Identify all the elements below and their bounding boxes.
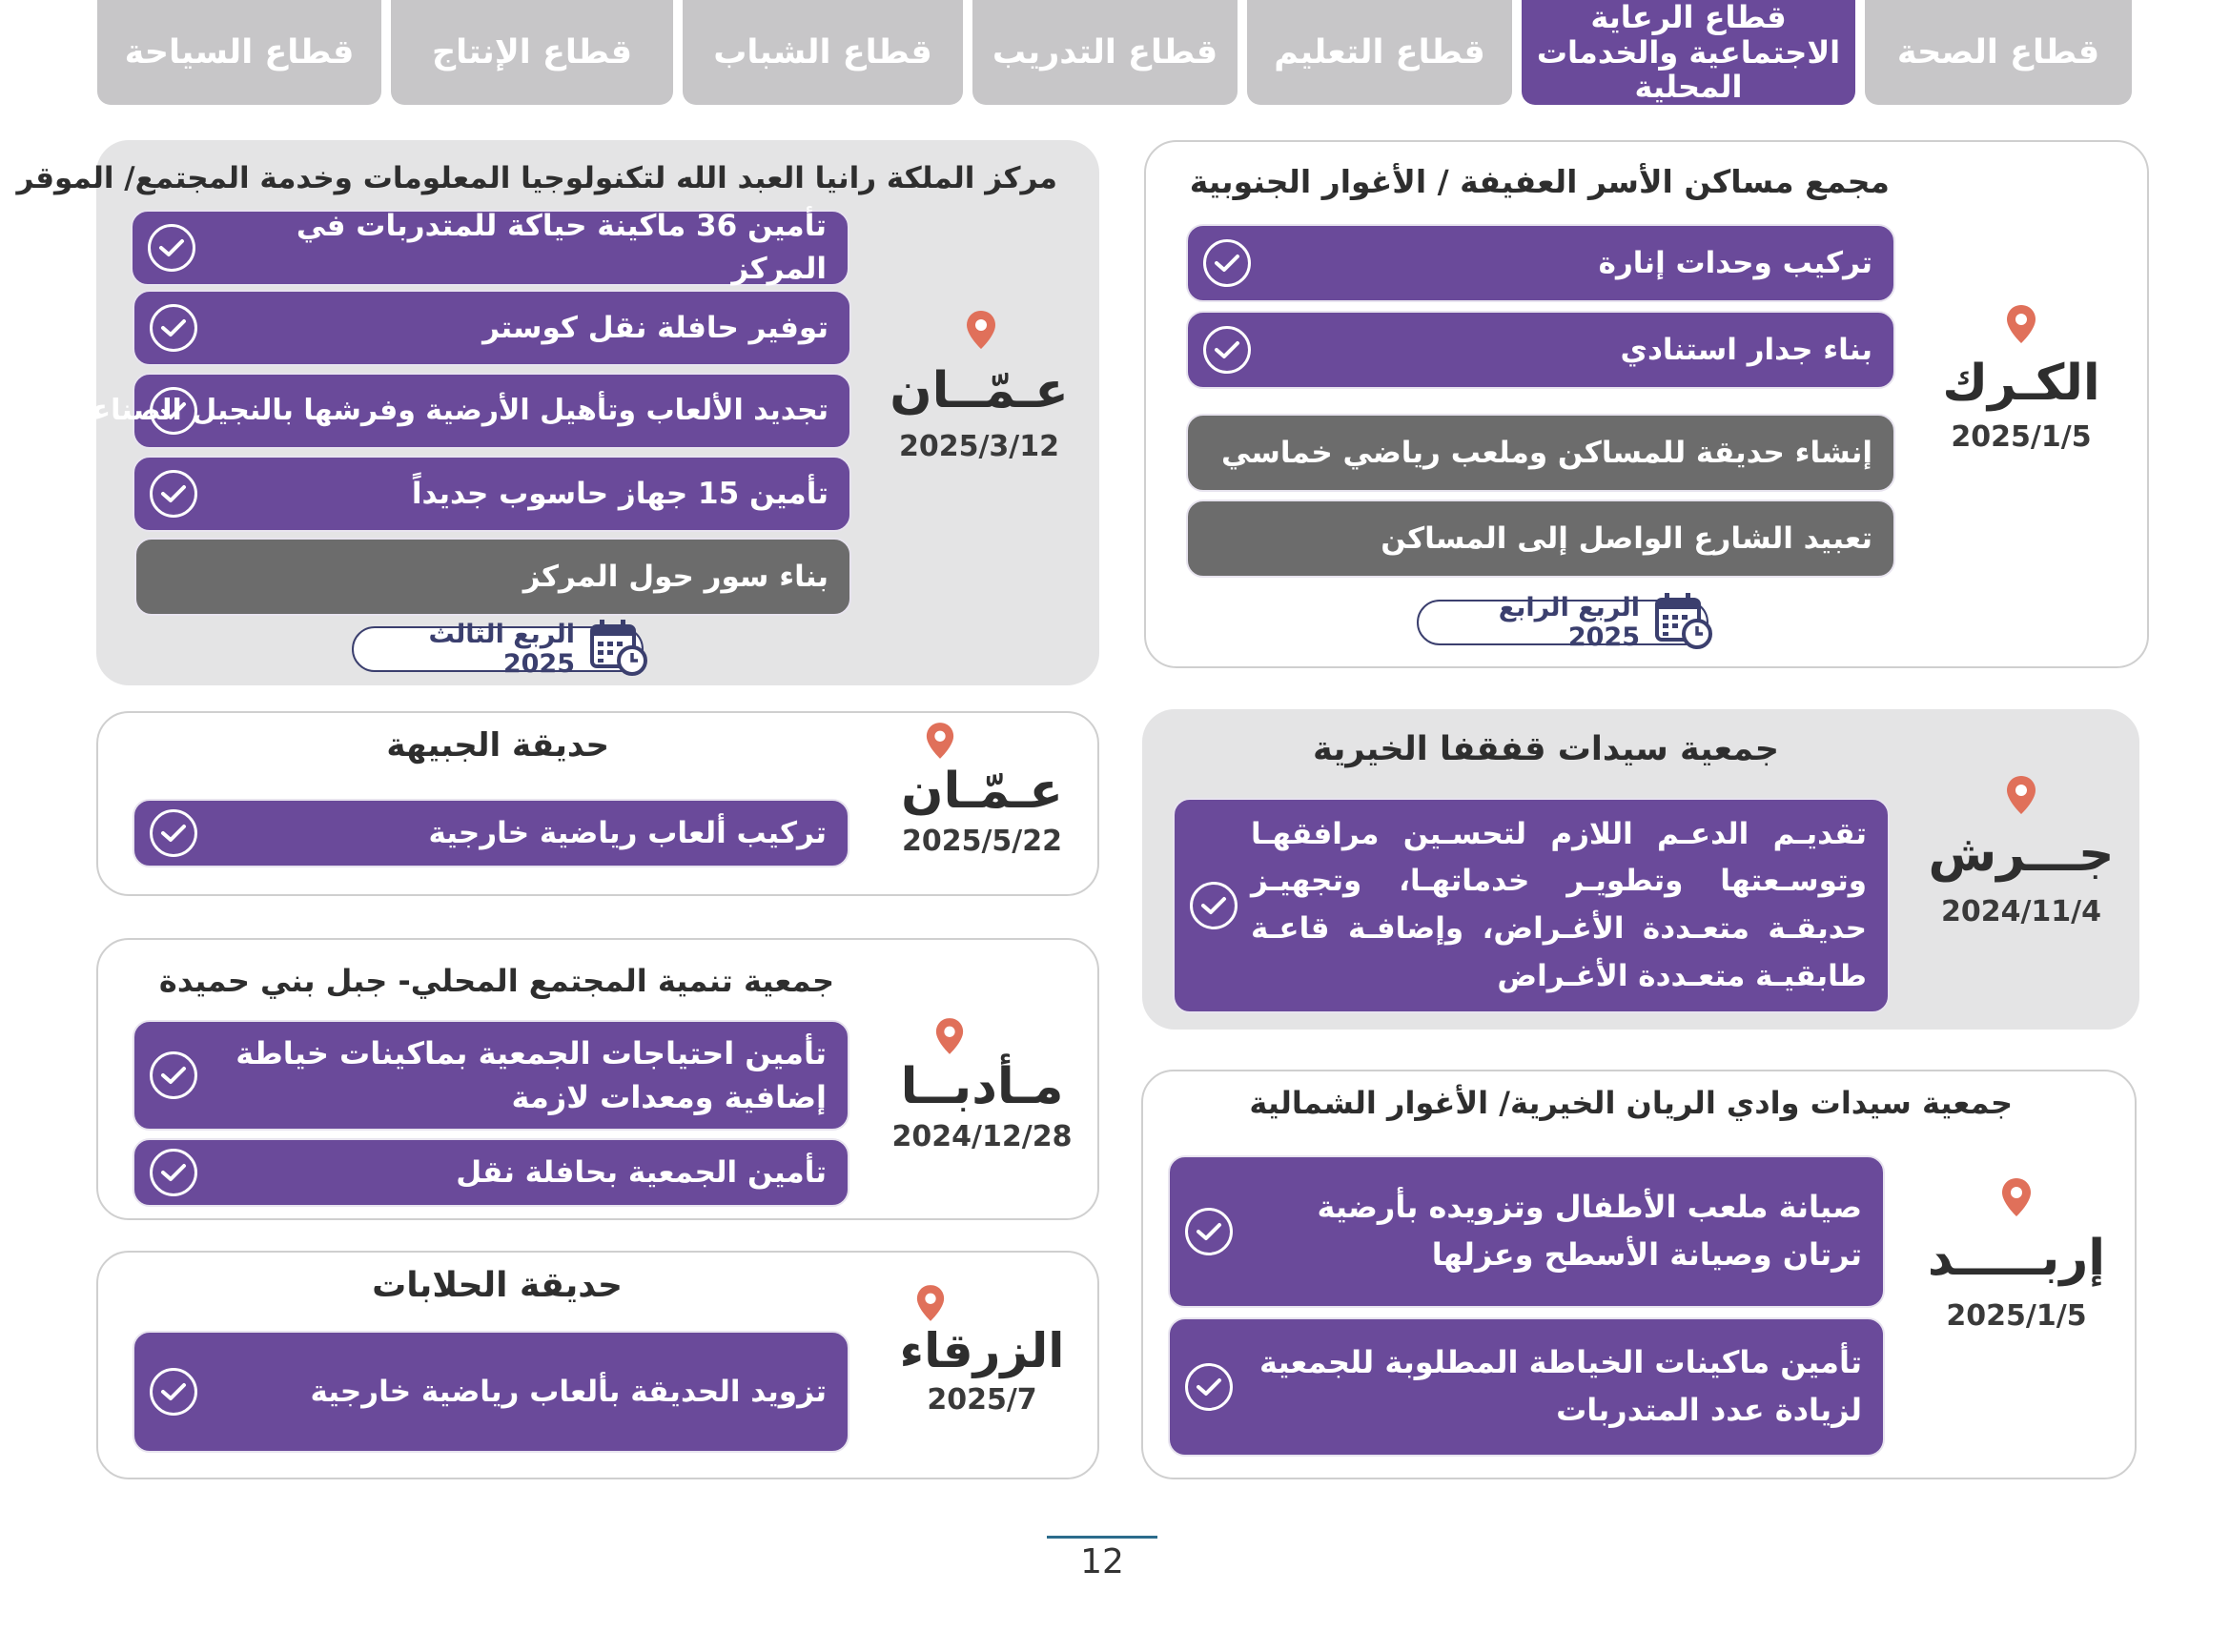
tab-youth[interactable]: قطاع الشباب bbox=[683, 0, 963, 105]
task-item: تأمين 15 جهاز حاسوب جديداً bbox=[133, 456, 851, 532]
location-jerash: جـــرش 2024/11/4 bbox=[1916, 774, 2126, 928]
check-icon bbox=[150, 1368, 197, 1416]
check-icon bbox=[150, 1051, 197, 1099]
check-icon bbox=[150, 470, 197, 518]
task-item: تأمين الجمعية بحافلة نقل bbox=[133, 1138, 849, 1207]
map-pin-icon bbox=[934, 1016, 965, 1056]
tab-tourism[interactable]: قطاع السياحة bbox=[97, 0, 381, 105]
check-icon bbox=[148, 224, 195, 272]
calendar-clock-icon bbox=[1651, 588, 1714, 651]
check-icon bbox=[1185, 1363, 1233, 1411]
tab-production[interactable]: قطاع الإنتاج bbox=[391, 0, 673, 105]
page-number-divider bbox=[1047, 1536, 1157, 1539]
location-amman-muwaqqar: عـمّــان 2025/3/12 bbox=[879, 309, 1079, 463]
quarter-badge: الربع الثالث 2025 bbox=[352, 626, 644, 672]
task-item: تجديد الألعاب وتأهيل الأرضية وفرشها بالنجيل الصناعي bbox=[133, 373, 851, 449]
map-pin-icon bbox=[2000, 1176, 2033, 1218]
task-item: بناء جدار استنادي bbox=[1186, 311, 1895, 389]
project-title: حديقة الحلابات bbox=[372, 1266, 623, 1305]
task-item-pending: إنشاء حديقة للمساكن وملعب رياضي خماسي bbox=[1186, 414, 1895, 492]
location-madaba: مـأدبــا 2024/12/28 bbox=[877, 1016, 1087, 1153]
project-title: مركز الملكة رانيا العبد الله لتكنولوجيا المعلومات وخدمة المجتمع/ الموقر bbox=[16, 161, 1057, 195]
project-title: مجمع مساكن الأسر العفيفة / الأغوار الجنوبية bbox=[1189, 163, 1890, 200]
quarter-badge: الربع الرابع 2025 bbox=[1417, 600, 1708, 645]
project-title: جمعية تنمية المجتمع المحلي- جبل بني حميدة bbox=[158, 963, 834, 999]
check-icon bbox=[150, 1149, 197, 1196]
task-item: تركيب ألعاب رياضية خارجية bbox=[133, 799, 849, 867]
check-icon bbox=[1203, 326, 1251, 374]
location-karak: الكـرك 2025/1/5 bbox=[1926, 303, 2117, 454]
map-pin-icon bbox=[925, 721, 955, 761]
task-item-pending: تعبيد الشارع الواصل إلى المساكن bbox=[1186, 500, 1895, 578]
tab-training[interactable]: قطاع التدريب bbox=[972, 0, 1238, 105]
check-icon bbox=[150, 809, 197, 857]
page-number: 12 bbox=[1080, 1542, 1124, 1581]
location-irbid: إربـــــد 2025/1/5 bbox=[1916, 1176, 2117, 1333]
check-icon bbox=[1190, 882, 1238, 929]
task-item: تأمين 36 ماكينة حياكة للمتدربات في المركز bbox=[131, 210, 849, 286]
tab-social-care[interactable]: قطاع الرعاية الاجتماعية والخدمات المحلية bbox=[1522, 0, 1855, 105]
project-title: جمعية سيدات وادي الريان الخيرية/ الأغوار الشمالية bbox=[1249, 1085, 2013, 1121]
tab-health[interactable]: قطاع الصحة bbox=[1865, 0, 2132, 105]
check-icon bbox=[1185, 1208, 1233, 1255]
check-icon bbox=[1203, 239, 1251, 287]
task-item-pending: بناء سور حول المركز bbox=[134, 538, 851, 616]
task-item: تزويد الحديقة بألعاب رياضية خارجية bbox=[133, 1331, 849, 1453]
task-item: تركيب وحدات إنارة bbox=[1186, 224, 1895, 302]
project-title: جمعية سيدات قفقفا الخيرية bbox=[1312, 730, 1779, 768]
task-item: تأمين احتياجات الجمعية بماكينات خياطة إضافية ومعدات لازمة bbox=[133, 1020, 849, 1131]
task-item: توفير حافلة نقل كوستر bbox=[133, 290, 851, 366]
location-zarqa: الزرقاء 2025/7 bbox=[887, 1283, 1077, 1417]
map-pin-icon bbox=[965, 309, 997, 351]
tab-education[interactable]: قطاع التعليم bbox=[1247, 0, 1512, 105]
task-item: تأمين ماكينات الخياطة المطلوبة للجمعية لزيادة عدد المتدربات bbox=[1168, 1317, 1885, 1457]
map-pin-icon bbox=[2005, 774, 2037, 816]
check-icon bbox=[150, 304, 197, 352]
check-icon bbox=[150, 387, 197, 435]
task-item: صيانة ملعب الأطفال وتزويده بأرضية ترتان وصيانة الأسطح وعزلها bbox=[1168, 1155, 1885, 1308]
project-title: حديقة الجبيهة bbox=[386, 726, 609, 765]
map-pin-icon bbox=[915, 1283, 946, 1323]
location-amman-jubeiha: عـمّـان 2025/5/22 bbox=[887, 721, 1077, 858]
map-pin-icon bbox=[2005, 303, 2037, 345]
task-item: تقديـم الدعـم اللازم لتحسـين مرافقهـا وتوسـعتها وتطويـر خدماتهـا، وتجهيـز حديقـة متعـددة الأغـراض، وإضافـة قاعـة طابقيـة متعـددة الأغـراض bbox=[1173, 798, 1890, 1013]
calendar-clock-icon bbox=[586, 615, 649, 678]
